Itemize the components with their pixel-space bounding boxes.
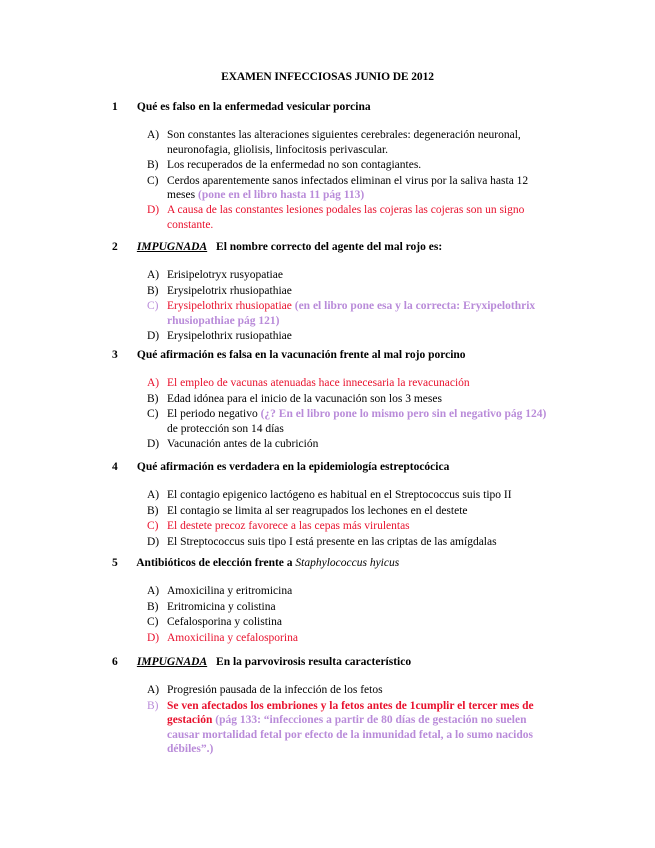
annotation-note: (¿? En el libro pone lo mismo pero sin el negativo pág 124) bbox=[260, 408, 547, 421]
option-a: A) Amoxicilina y eritromicina bbox=[147, 585, 293, 598]
question-text: En la parvovirosis resulta característico bbox=[216, 656, 412, 668]
option-a: A) El empleo de vacunas atenuadas hace innecesaria la revacunación bbox=[147, 377, 470, 390]
option-b: B) El contagio se limita al ser reagrupados los lechones en el destete bbox=[147, 504, 468, 517]
question-5 bbox=[112, 556, 552, 646]
option-d: D) A causa de las constantes lesiones podales las cojeras las cojeras son un signo constante. bbox=[147, 204, 525, 231]
option-a: A) El contagio epigenico lactógeno es habitual en el Streptococcus suis tipo II bbox=[147, 489, 512, 502]
question-text: El nombre correcto del agente del mal rojo es: bbox=[216, 241, 443, 253]
question-number: 6 bbox=[112, 656, 118, 668]
option-list bbox=[147, 488, 552, 549]
question-text-italic: Staphylococcus hyicus bbox=[295, 557, 400, 569]
question-heading bbox=[112, 460, 552, 474]
option-b: B) Se ven afectados los embriones y la fetos antes de 1cumplir el tercer mes de gestación (pág 133: “infecciones a partir de 80 días de gestación no suelen causar mortalidad fetal por efecto de la inmunidad fetal, a lo sumo nacidos débiles”.) bbox=[147, 699, 534, 755]
question-number: 3 bbox=[112, 349, 118, 361]
question-heading bbox=[112, 348, 552, 362]
question-1 bbox=[112, 100, 552, 233]
annotation-note: (pone en el libro hasta 11 pág 113) bbox=[197, 188, 365, 201]
annotation-note: (pág 133: “infecciones a partir de 80 días de gestación no suelen causar mortalidad fetal por efecto de la inmunidad fetal, a lo sumo nacidos débiles”.) bbox=[167, 714, 533, 755]
question-6 bbox=[112, 655, 552, 757]
question-2 bbox=[112, 240, 552, 344]
option-b: B) Los recuperados de la enfermedad no son contagiantes. bbox=[147, 159, 422, 172]
option-b: B) Eritromicina y colistina bbox=[147, 600, 276, 613]
page-title: EXAMEN INFECCIOSAS JUNIO DE 2012 bbox=[221, 71, 434, 83]
impugnada-label: IMPUGNADA bbox=[136, 656, 208, 668]
option-list bbox=[147, 268, 552, 343]
question-text: Qué afirmación es falsa en la vacunación frente al mal rojo porcino bbox=[136, 349, 466, 361]
option-c: C) Cerdos aparentemente sanos infectados eliminan el virus por la saliva hasta 12 meses (pone en el libro hasta 11 pág 113) bbox=[147, 174, 529, 201]
question-heading bbox=[112, 556, 552, 570]
option-d: D) Erysipelothrix rusiopathiae bbox=[147, 329, 292, 342]
question-text: Antibióticos de elección frente a bbox=[136, 557, 293, 569]
option-b: B) Erysipelotrix rhusiopathiae bbox=[147, 284, 292, 297]
question-text: Qué es falso en la enfermedad vesicular porcina bbox=[136, 101, 371, 113]
option-d: D) Amoxicilina y cefalosporina bbox=[147, 631, 298, 644]
question-heading bbox=[112, 240, 552, 254]
question-4 bbox=[112, 460, 552, 550]
question-heading bbox=[112, 655, 552, 669]
option-list bbox=[147, 683, 552, 756]
question-3 bbox=[112, 348, 552, 452]
annotation-note: (en el libro pone esa y la correcta: Eryxipelothrix rhusiopathiae pág 121) bbox=[167, 300, 536, 327]
question-number: 5 bbox=[112, 557, 118, 569]
option-c: C) Erysipelothrix rhusiopatiae (en el libro pone esa y la correcta: Eryxipelothrix rhusiopathiae pág 121) bbox=[147, 300, 536, 327]
option-d: D) El Streptococcus suis tipo I está presente en las criptas de las amígdalas bbox=[147, 535, 497, 548]
option-c: C) Cefalosporina y colistina bbox=[147, 616, 282, 629]
option-b: B) Edad idónea para el inicio de la vacunación son los 3 meses bbox=[147, 392, 442, 405]
option-a: A) Son constantes las alteraciones siguientes cerebrales: degeneración neuronal, neuronofagia, gliolisis, linfocitosis perivascular. bbox=[147, 129, 521, 156]
option-a: A) Progresión pausada de la infección de los fetos bbox=[147, 684, 383, 697]
question-number: 4 bbox=[112, 461, 118, 473]
option-c: C) El destete precoz favorece a las cepas más virulentas bbox=[147, 520, 410, 533]
option-list bbox=[147, 128, 552, 232]
option-d: D) Vacunación antes de la cubrición bbox=[147, 437, 319, 450]
question-heading bbox=[112, 100, 552, 114]
option-list bbox=[147, 584, 552, 645]
option-a: A) Erisipelotryx rusyopatiae bbox=[147, 269, 283, 282]
question-text: Qué afirmación es verdadera en la epidemiología estreptocócica bbox=[136, 461, 450, 473]
question-number: 1 bbox=[112, 101, 118, 113]
option-c: C) El periodo negativo (¿? En el libro pone lo mismo pero sin el negativo pág 124) de protección son 14 días bbox=[147, 408, 547, 435]
question-number: 2 bbox=[112, 241, 118, 253]
option-list bbox=[147, 376, 552, 451]
impugnada-label: IMPUGNADA bbox=[136, 241, 208, 253]
